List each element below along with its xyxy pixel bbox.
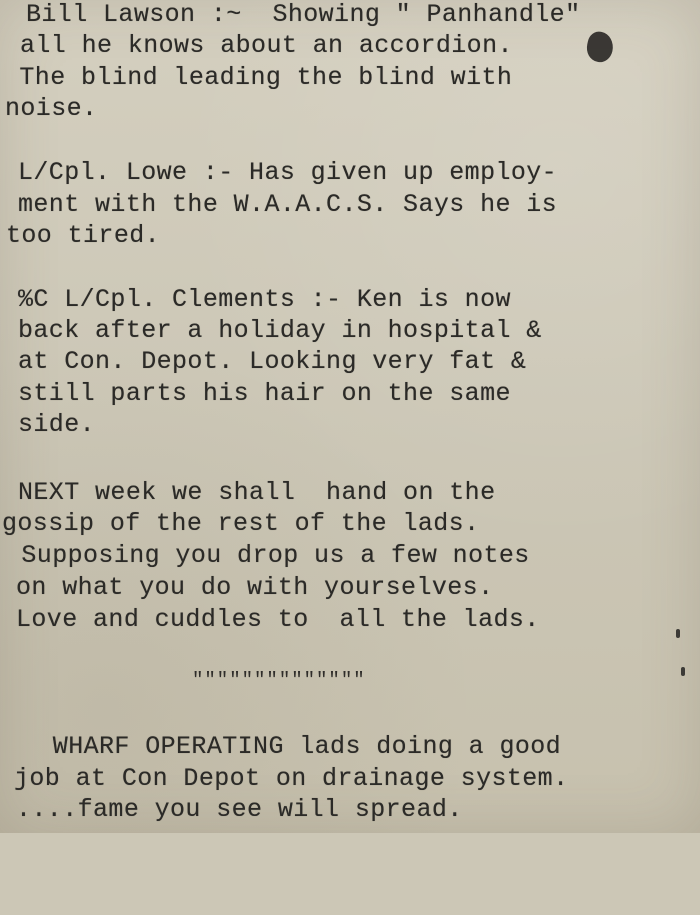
separator-marks: """"""""""""""	[192, 669, 366, 691]
ink-speck	[676, 629, 680, 638]
text-line: The blind leading the blind with	[4, 63, 513, 92]
text-line: WHARF OPERATING lads doing a good	[22, 732, 562, 761]
text-line: all he knows about an accordion.	[20, 31, 513, 60]
text-line: %C L/Cpl. Clements :- Ken is now	[18, 285, 511, 314]
text-line: still parts his hair on the same	[18, 379, 511, 408]
text-line: noise.	[5, 94, 98, 123]
text-line: Bill Lawson :~ Showing " Panhandle"	[26, 0, 581, 29]
text-line: NEXT week we shall hand on the	[18, 478, 496, 507]
text-line: L/Cpl. Lowe :- Has given up employ-	[18, 158, 558, 187]
text-line: side.	[18, 410, 96, 439]
text-line: Supposing you drop us a few notes	[6, 541, 530, 570]
text-line: gossip of the rest of the lads.	[2, 509, 480, 538]
text-line: ....fame you see will spread.	[16, 795, 463, 824]
text-line: ment with the W.A.A.C.S. Says he is	[18, 190, 558, 219]
text-line: back after a holiday in hospital &	[18, 316, 542, 345]
text-line: at Con. Depot. Looking very fat &	[18, 347, 527, 376]
text-line: too tired.	[6, 221, 161, 250]
text-line: Love and cuddles to all the lads.	[16, 605, 540, 634]
text-line: on what you do with yourselves.	[16, 573, 494, 602]
ink-speck	[681, 667, 685, 676]
text-line: job at Con Depot on drainage system.	[14, 764, 569, 793]
